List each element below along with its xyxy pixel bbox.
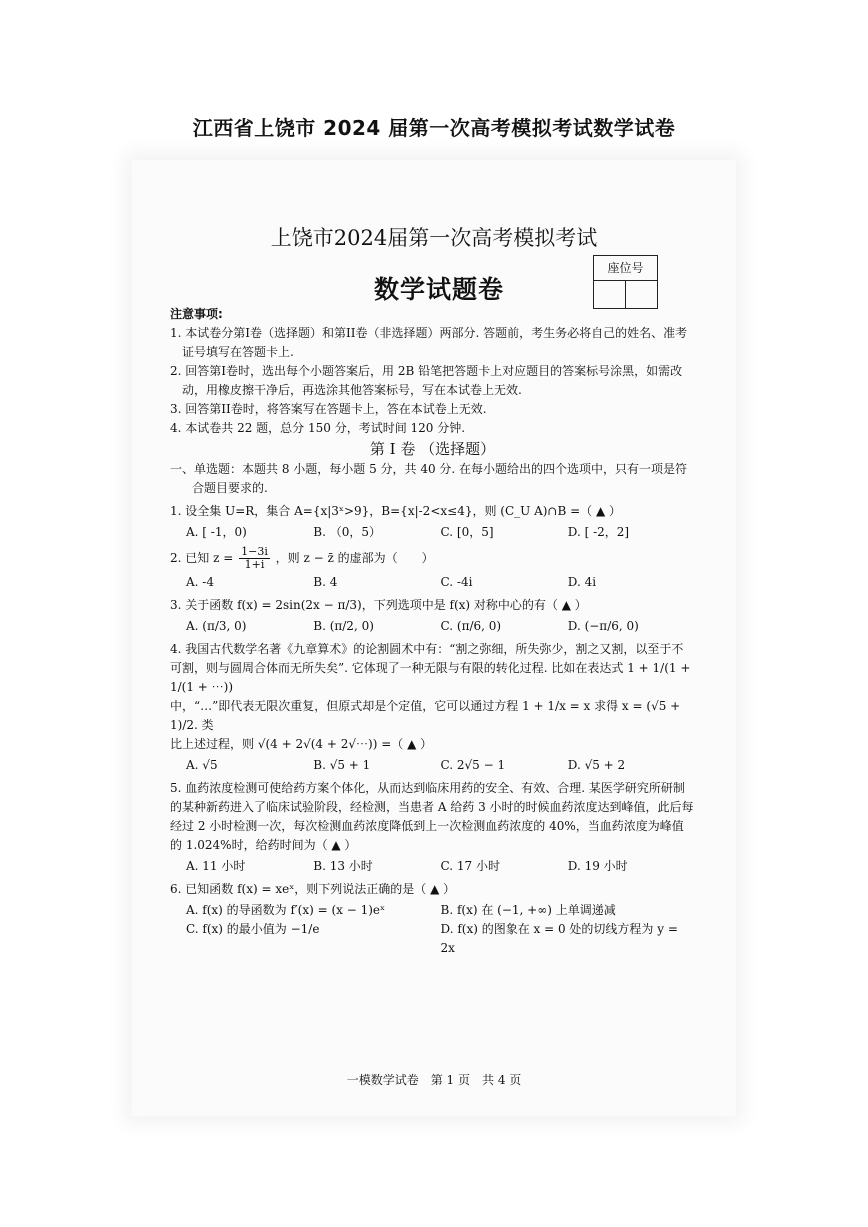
notice-list (170, 324, 695, 438)
option-grid (170, 901, 695, 958)
option-row (170, 523, 695, 542)
question-stem: 中，“…”即代表无限次重复，但原式却是个定值，它可以通过方程 1 + 1/x = x 求得 x = (√5 + 1)/2. 类 (170, 699, 681, 732)
notice-item: 3. 回答第II卷时，将答案写在答题卡上，答在本试卷上无效. (170, 402, 487, 416)
exam-subtitle: 上饶市2024届第一次高考模拟考试 (270, 226, 598, 250)
notice-heading: 注意事项: (170, 307, 223, 321)
option-d: D. 4i (567, 575, 597, 589)
option-a: A. √5 (186, 758, 218, 772)
question-1 (170, 502, 695, 542)
option-c: C. 2√5 − 1 (440, 758, 506, 772)
question-5 (170, 779, 695, 876)
option-d: D. (−π/6, 0) (567, 619, 639, 633)
question-6 (170, 880, 695, 958)
question-stem: 1. 设全集 U=R，集合 A={x|3ˣ>9}，B={x|-2<x≤4}，则 (C_U A)∩B =（ ▲ ） (170, 504, 622, 518)
option-d: D. [ -2，2] (567, 525, 630, 539)
question-stem: 3. 关于函数 f(x) = 2sin(2x − π/3)，下列选项中是 f(x) 对称中心的有（ ▲ ） (170, 598, 587, 612)
fraction: $\frac{1-3i}{1+i}$ (241, 545, 268, 571)
option-b: B. 13 小时 (313, 859, 373, 873)
option-b: B. √5 + 1 (313, 758, 371, 772)
question-3 (170, 596, 695, 636)
option-a: A. (π/3, 0) (186, 619, 247, 633)
exam-main-title: 数学试题卷 (374, 275, 505, 304)
notice-item: 4. 本试卷共 22 题，总分 150 分，考试时间 120 分钟. (170, 421, 466, 435)
section-instruction: 一、单选题：本题共 8 小题，每小题 5 分，共 40 分. 在每小题给出的四个选项中，只有一项是符合题目要求的. (170, 462, 688, 495)
option-b: B. （0，5） (313, 525, 381, 539)
option-d: D. √5 + 2 (567, 758, 626, 772)
question-stem: 6. 已知函数 f(x) = xeˣ，则下列说法正确的是（ ▲ ） (170, 882, 456, 896)
question-stem: 2. 已知 z = $\frac{1-3i}{1+i}$ ，则 z − z̄ 的虚部为（ ） (170, 545, 434, 571)
option-c: C. 17 小时 (440, 859, 500, 873)
option-a: A. -4 (186, 575, 214, 589)
option-row (170, 573, 695, 592)
option-row (170, 617, 695, 636)
option-c: C. (π/6, 0) (440, 619, 502, 633)
option-b: B. 4 (313, 575, 338, 589)
question-stem: 4. 我国古代数学名著《九章算术》的论割圆术中有：“割之弥细，所失弥少，割之又割，以至于不可割，则与圆周合体而无所失矣”. 它体现了一种无限与有限的转化过程. 比如在表达式 1 + 1/(1 + 1/(1 + ⋯)) (170, 642, 691, 694)
option-c: C. [0，5] (440, 525, 494, 539)
question-2 (170, 546, 695, 592)
option-row (170, 756, 695, 775)
option-a: A. [ -1，0) (186, 525, 247, 539)
option-a: A. 11 小时 (186, 859, 246, 873)
option-b: B. f(x) 在 (−1, +∞) 上单调递减 (440, 903, 616, 917)
option-b: B. (π/2, 0) (313, 619, 374, 633)
exam-content (170, 305, 695, 958)
question-stem: 5. 血药浓度检测可使给药方案个体化，从而达到临床用药的安全、有效、合理. 某医学研究所研制的某种新药进入了临床试验阶段，经检测，当患者 A 给药 3 小时的时候血药浓度达到峰值，此后每经过 2 小时检测一次，每次检测血药浓度降低到上一次检测血药浓度的 40%，当血药浓度为峰值的 1.024%时，给药时间为（ ▲ ） (170, 781, 694, 852)
option-c: C. f(x) 的最小值为 −1/e (186, 922, 320, 936)
seat-number-box (593, 255, 658, 309)
question-stem: 比上述过程，则 √(4 + 2√(4 + 2√⋯)) =（ ▲ ） (170, 737, 433, 751)
option-d: D. f(x) 的图象在 x = 0 处的切线方程为 y = 2x (440, 922, 678, 955)
section-heading: 第 I 卷 （选择题） (369, 440, 496, 458)
seat-number-cells (594, 281, 657, 308)
seat-number-label: 座位号 (594, 256, 657, 281)
document-title: 江西省上饶市 2024 届第一次高考模拟考试数学试卷 (192, 116, 676, 140)
option-a: A. f(x) 的导函数为 f′(x) = (x − 1)eˣ (186, 903, 386, 917)
notice-item: 1. 本试卷分第I卷（选择题）和第II卷（非选择题）两部分. 答题前，考生务必将自己的姓名、准考证号填写在答题卡上. (170, 326, 688, 359)
page-footer: 一模数学试卷 第 1 页 共 4 页 (346, 1073, 522, 1087)
option-row (170, 857, 695, 876)
option-c: C. -4i (440, 575, 473, 589)
option-d: D. 19 小时 (567, 859, 628, 873)
notice-item: 2. 回答第I卷时，选出每个小题答案后，用 2B 铅笔把答题卡上对应题目的答案标号涂黑，如需改动，用橡皮擦干净后，再选涂其他答案标号，写在本试卷上无效. (170, 364, 683, 397)
question-4 (170, 640, 695, 775)
